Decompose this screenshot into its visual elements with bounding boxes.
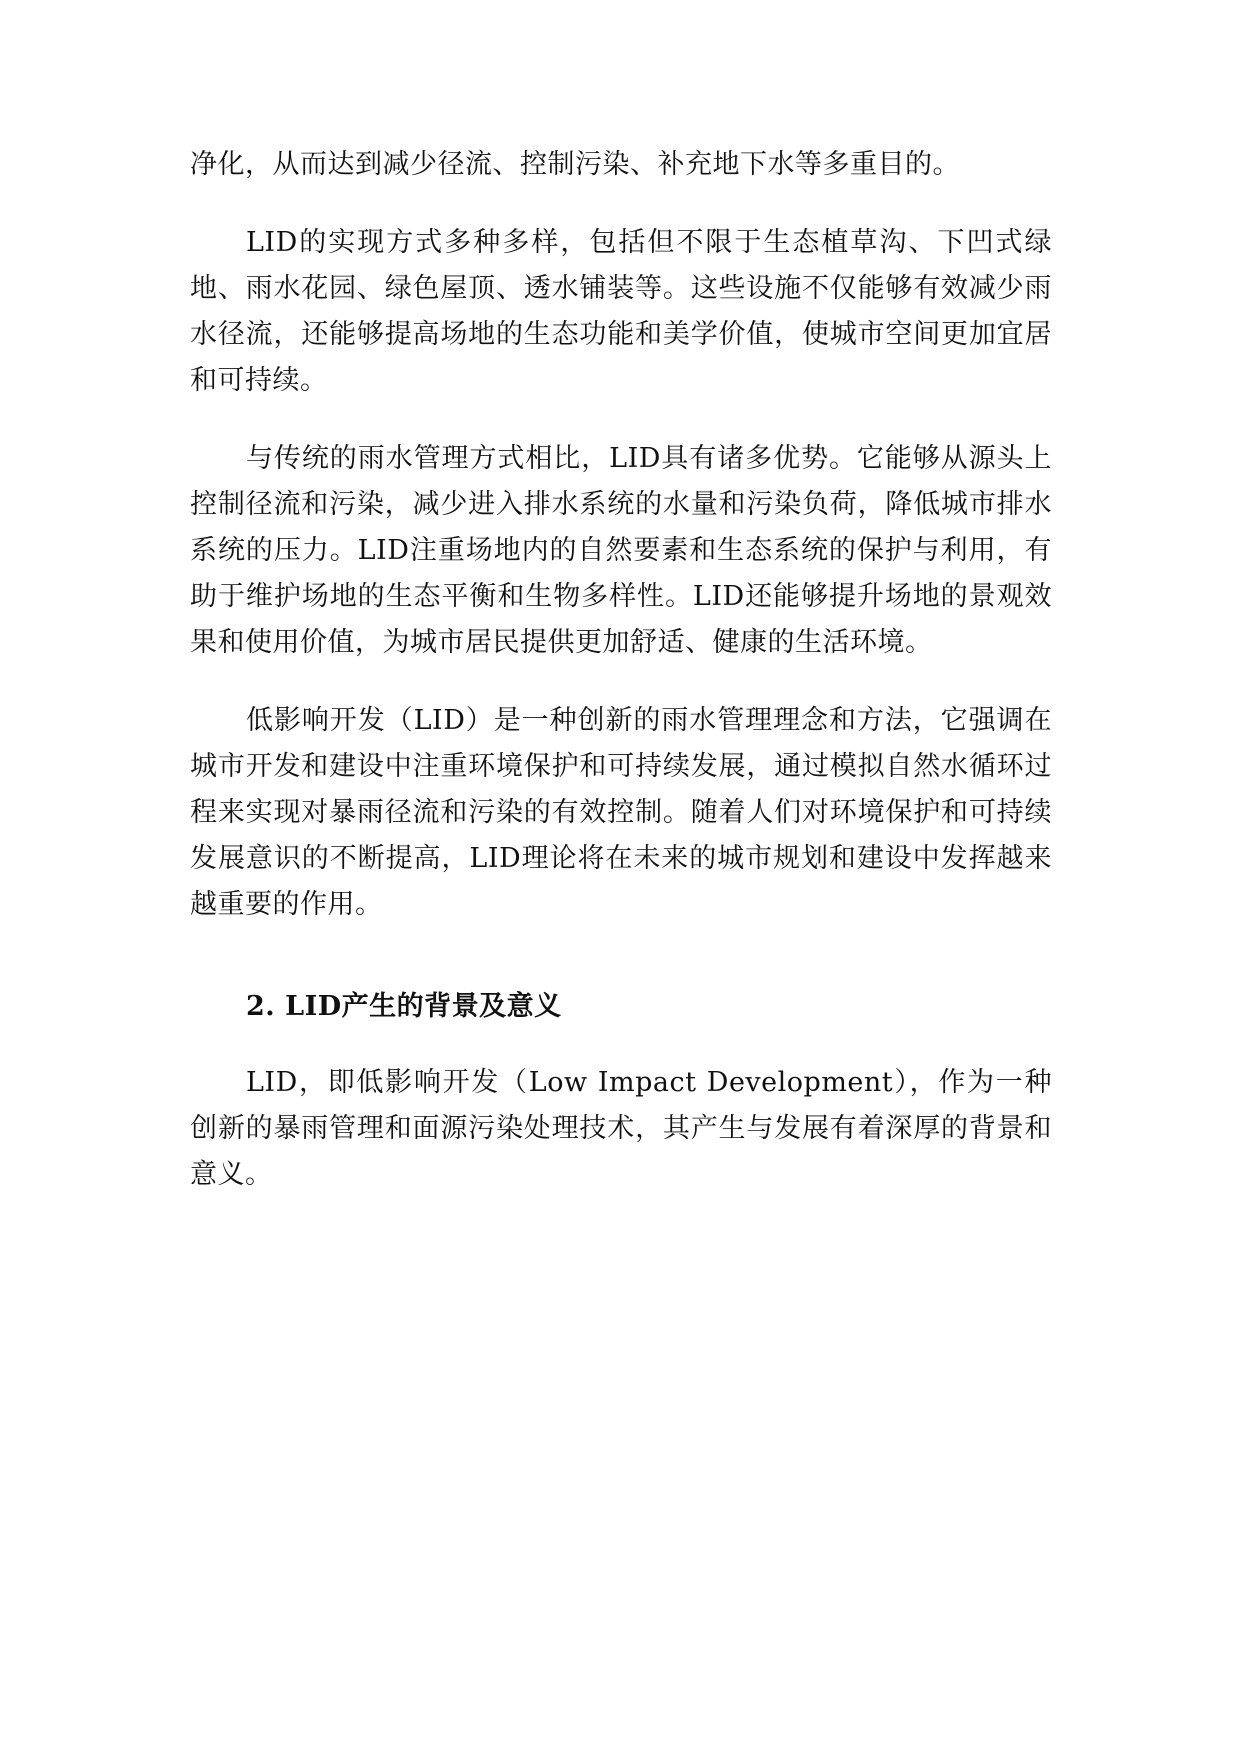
paragraph-lid-methods: LID的实现方式多种多样，包括但不限于生态植草沟、下凹式绿地、雨水花园、绿色屋顶、透水铺装等。这些设施不仅能够有效减少雨水径流，还能够提高场地的生态功能和美学价值，使城市空间更加宜居和可持续。 — [190, 227, 1052, 396]
paragraph-continuation: 净化，从而达到减少径流、控制污染、补充地下水等多重目的。 — [190, 149, 960, 180]
paragraph-lid-advantages: 与传统的雨水管理方式相比，LID具有诸多优势。它能够从源头上控制径流和污染，减少进入排水系统的水量和污染负荷，降低城市排水系统的压力。LID注重场地内的自然要素和生态系统的保护与利用，有助于维护场地的生态平衡和生物多样性。LID还能够提升场地的景观效果和使用价值，为城市居民提供更加舒适、健康的生活环境。 — [190, 443, 1052, 658]
document-page — [190, 142, 1052, 1230]
paragraph-lid-summary: 低影响开发（LID）是一种创新的雨水管理理念和方法，它强调在城市开发和建设中注重环境保护和可持续发展，通过模拟自然水循环过程来实现对暴雨径流和污染的有效控制。随着人们对环境保护和可持续发展意识的不断提高，LID理论将在未来的城市规划和建设中发挥越来越重要的作用。 — [190, 705, 1052, 920]
section-heading: 2. LID产生的背景及意义 — [246, 991, 562, 1022]
paragraph-lid-background: LID，即低影响开发（Low Impact Development），作为一种创新的暴雨管理和面源污染处理技术，其产生与发展有着深厚的背景和意义。 — [190, 1067, 1052, 1190]
